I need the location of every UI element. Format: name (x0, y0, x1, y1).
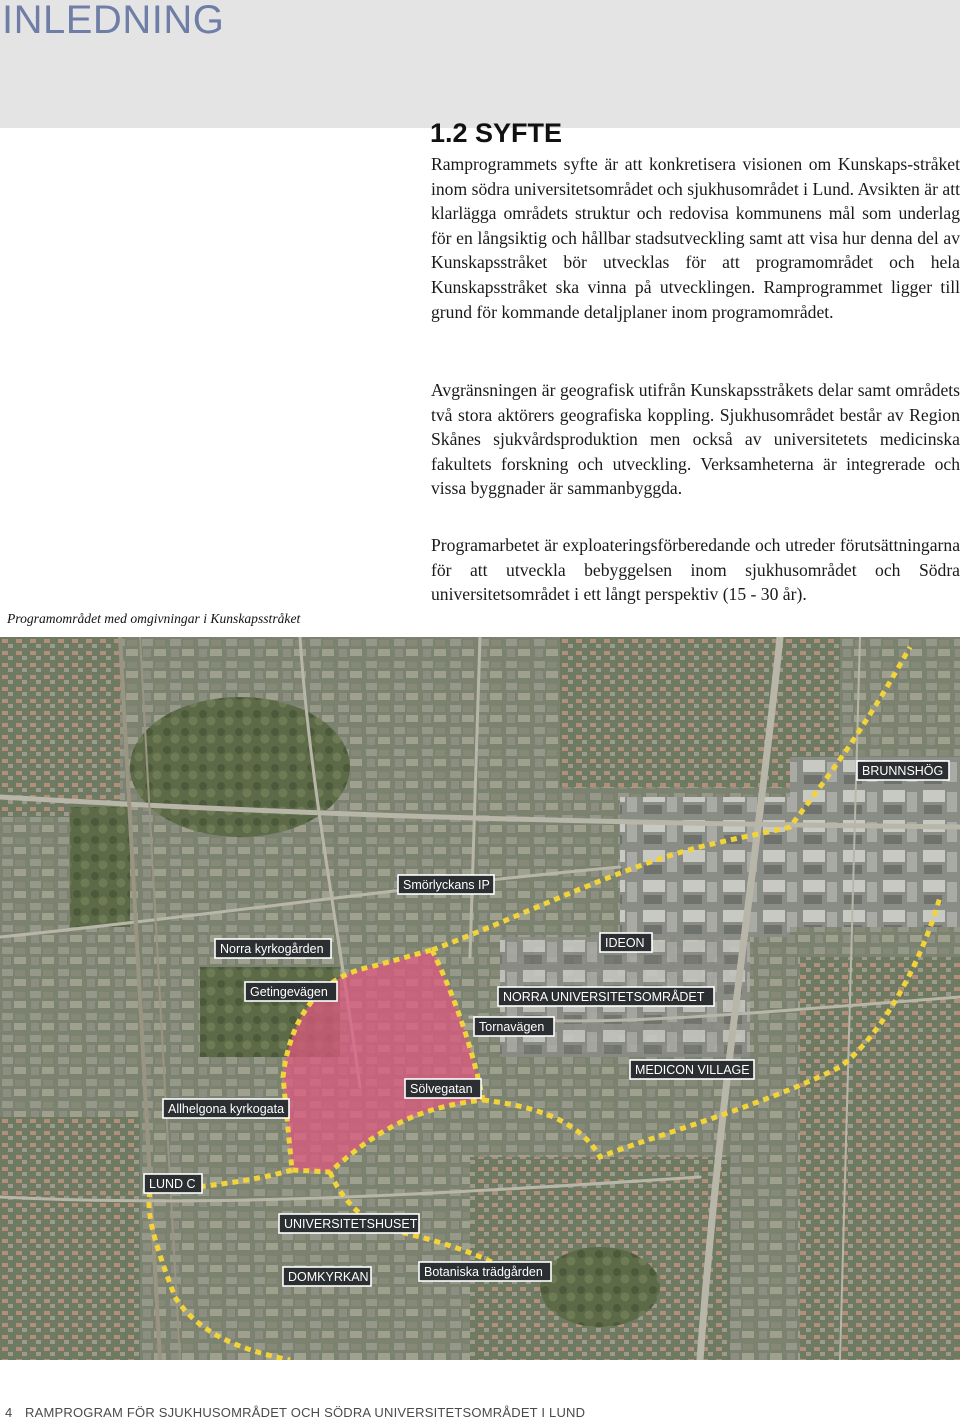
section-header (0, 0, 960, 128)
svg-text:Botaniska trädgården: Botaniska trädgården (424, 1265, 543, 1279)
label-tornavagen (474, 1017, 554, 1036)
label-solvegatan (405, 1079, 481, 1098)
svg-text:MEDICON VILLAGE: MEDICON VILLAGE (635, 1063, 750, 1077)
svg-text:Sölvegatan: Sölvegatan (410, 1082, 473, 1096)
svg-text:BRUNNSHÖG: BRUNNSHÖG (862, 764, 944, 778)
section-heading: 1.2 SYFTE (430, 118, 563, 148)
label-ideon (600, 933, 652, 952)
label-norra-kyrkogarden (215, 939, 331, 958)
page-number: 4 (5, 1405, 13, 1420)
label-smorlyckans-ip (398, 875, 494, 894)
paragraph-program-work: Programarbetet är exploateringsförberedande och utreder förutsättningarna för att utveckla bebyggelsen inom sjukhusområdet och Södra universitetsområdet i ett långt perspektiv (15 - 30 år). (431, 535, 960, 605)
section-label: INLEDNING (2, 0, 225, 42)
svg-text:DOMKYRKAN: DOMKYRKAN (288, 1270, 369, 1284)
aerial-map (0, 637, 960, 1360)
label-domkyrkan (283, 1267, 371, 1286)
figure-caption: Programområdet med omgivningar i Kunskapsstråket (7, 611, 301, 626)
label-lund-c (144, 1174, 202, 1193)
svg-text:Allhelgona kyrkogata: Allhelgona kyrkogata (168, 1102, 285, 1116)
paragraph-purpose: Ramprogrammets syfte är att konkretisera visionen om Kunskaps-stråket inom södra universitetsområdet och sjukhusområdet i Lund. Avsikten är att klarlägga områdets struktur och redovisa kommunens mål som underlag för en långsiktig och hållbar stadsutveckling samt att visa hur denna del av Kunskapsstråket bör utvecklas för att programområdet och hela Kunskapsstråket ska vinna på utvecklingen. Ramprogrammet ligger till grund för kommande detaljplaner inom programområdet. (431, 154, 960, 322)
svg-text:UNIVERSITETSHUSET: UNIVERSITETSHUSET (284, 1217, 418, 1231)
label-botaniska-tradgarden (419, 1262, 551, 1281)
page-footer (0, 1404, 960, 1421)
label-getingevagen (245, 982, 337, 1001)
label-brunnshog (857, 761, 949, 780)
document-title: RAMPROGRAM FÖR SJUKHUSOMRÅDET OCH SÖDRA UNIVERSITETSOMRÅDET I LUND (25, 1405, 586, 1420)
label-allhelgona-kyrkogata (163, 1099, 289, 1118)
svg-text:Smörlyckans IP: Smörlyckans IP (403, 878, 490, 892)
svg-text:Norra kyrkogården: Norra kyrkogården (220, 942, 324, 956)
svg-text:IDEON: IDEON (605, 936, 645, 950)
label-medicon-village (630, 1060, 754, 1079)
svg-text:LUND C: LUND C (149, 1177, 196, 1191)
label-norra-universitetsomradet (498, 987, 714, 1006)
svg-text:NORRA UNIVERSITETSOMRÅDET: NORRA UNIVERSITETSOMRÅDET (503, 990, 705, 1004)
paragraph-delimitation: Avgränsningen är geografisk utifrån Kunskapsstråkets delar samt områdets två stora aktörers geografiska koppling. Sjukhusområdet består av Region Skånes sjukvårdsproduktion men också av universitetets medicinska fakultets forskning och utveckling. Verksamheterna är integrerade och vissa byggnader är sammanbyggda. (431, 380, 960, 499)
label-universitetshuset (279, 1214, 419, 1233)
svg-text:Tornavägen: Tornavägen (479, 1020, 545, 1034)
svg-text:Getingevägen: Getingevägen (250, 985, 328, 999)
